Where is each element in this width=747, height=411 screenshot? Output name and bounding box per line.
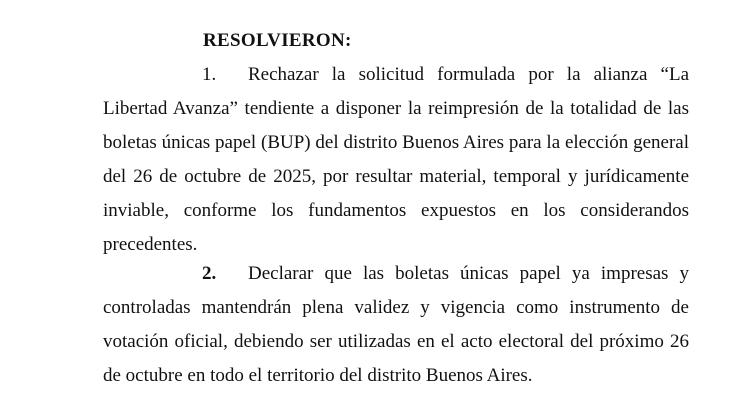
resolution-item-1 [103,58,689,262]
item-number: 1. [202,64,217,85]
item-text: Declarar que las boletas únicas papel ya impresas y controladas mantendrán plena validez y vigencia como instrumento de votación oficial, debiendo ser utilizadas en el acto electoral del próximo 26 de octubre en todo el territorio del distrito Buenos Aires. [103,263,689,386]
item-text: Rechazar la solicitud formulada por la alianza “La Libertad Avanza” tendiente a disponer la reimpresión de la totalidad de las boletas únicas papel (BUP) del distrito Buenos Aires para la elección general del 26 de octubre de 2025, por resultar material, temporal y jurídicamente inviable, conforme los fundamentos expuestos en los considerandos precedentes. [103,64,689,255]
item-number: 2. [202,263,217,284]
resolution-item-2 [103,257,689,393]
resolution-heading: RESOLVIERON: [203,30,352,51]
